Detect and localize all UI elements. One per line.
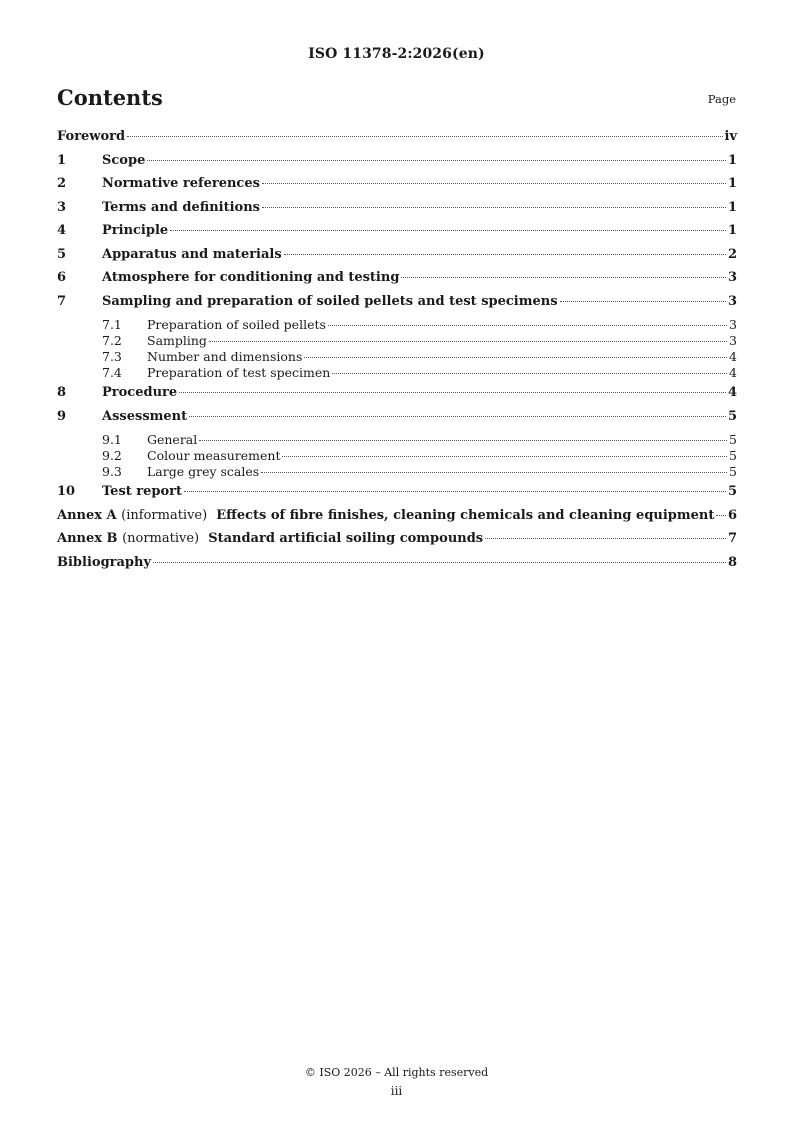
toc-entry-annex-a[interactable] bbox=[57, 508, 737, 532]
toc-entry-label: Large grey scales bbox=[147, 464, 260, 479]
dot-leader bbox=[147, 160, 726, 161]
toc-entry-label: Sampling bbox=[147, 333, 207, 348]
dot-leader bbox=[262, 207, 726, 208]
page-title: Contents bbox=[57, 85, 163, 110]
toc-entry-label: Colour measurement bbox=[147, 448, 281, 463]
dot-leader bbox=[262, 183, 726, 184]
dot-leader bbox=[401, 277, 726, 278]
toc-entry-number: 8 bbox=[57, 385, 67, 400]
toc-entry-number: 9 bbox=[57, 408, 67, 424]
toc-entry-clause-6[interactable] bbox=[57, 270, 737, 294]
toc-entry-number: 9.2 bbox=[102, 448, 122, 463]
toc-entry-clause-3[interactable] bbox=[57, 200, 737, 224]
toc-entry-page: 3 bbox=[727, 270, 737, 285]
toc-subentry-7-3[interactable] bbox=[57, 349, 737, 365]
toc-entry-clause-10[interactable] bbox=[57, 484, 737, 508]
dot-leader bbox=[332, 373, 727, 374]
toc-entry-number: 5 bbox=[57, 246, 67, 262]
toc-entry-page: 1 bbox=[727, 199, 737, 215]
toc-entry-clause-2[interactable] bbox=[57, 176, 737, 200]
toc-entry-label: Assessment bbox=[102, 408, 188, 424]
toc-entry-clause-1[interactable] bbox=[57, 153, 737, 177]
dot-leader bbox=[199, 440, 727, 441]
toc-entry-clause-5[interactable] bbox=[57, 247, 737, 271]
toc-entry-page: 5 bbox=[729, 432, 737, 447]
toc-entry-clause-7[interactable] bbox=[57, 294, 737, 318]
dot-leader bbox=[184, 491, 726, 492]
toc-entry-number: 7.1 bbox=[102, 317, 122, 332]
dot-leader bbox=[261, 472, 727, 473]
toc-entry-label: Standard artificial soiling compounds bbox=[208, 531, 484, 546]
dot-leader bbox=[282, 456, 727, 457]
toc-subentry-9-2[interactable] bbox=[57, 448, 737, 464]
toc-entry-clause-8[interactable] bbox=[57, 385, 737, 409]
toc-entry-page: 6 bbox=[727, 507, 737, 523]
toc-entry-label: Test report bbox=[102, 484, 183, 499]
toc-annex-type: (normative) bbox=[122, 531, 200, 546]
toc-annex-prefix: Annex B bbox=[57, 531, 118, 546]
toc-entry-page: 5 bbox=[727, 484, 737, 499]
copyright-footer: © ISO 2026 – All rights reserved bbox=[304, 1066, 489, 1079]
toc-entry-page: 1 bbox=[727, 176, 737, 191]
toc-entry-number: 9.3 bbox=[102, 464, 122, 479]
toc-entry-label: Preparation of test specimen bbox=[147, 365, 331, 380]
toc-subentry-9-1[interactable] bbox=[57, 432, 737, 448]
toc-entry-label: Atmosphere for conditioning and testing bbox=[102, 270, 400, 285]
dot-leader bbox=[209, 341, 727, 342]
dot-leader bbox=[179, 392, 726, 393]
toc-entry-page: iv bbox=[724, 129, 737, 144]
dot-leader bbox=[127, 136, 722, 137]
dot-leader bbox=[485, 538, 726, 539]
toc-subentry-7-1[interactable] bbox=[57, 317, 737, 333]
page-number: iii bbox=[390, 1084, 403, 1098]
toc-subentry-9-3[interactable] bbox=[57, 464, 737, 480]
dot-leader bbox=[170, 230, 726, 231]
toc-entry-number: 4 bbox=[57, 223, 67, 238]
toc-entry-label: Scope bbox=[102, 152, 146, 168]
toc-entry-label: General bbox=[147, 432, 198, 447]
toc-entry-label: Apparatus and materials bbox=[102, 246, 282, 262]
toc-annex-prefix: Annex A bbox=[57, 507, 117, 523]
dot-leader bbox=[716, 515, 726, 516]
dot-leader bbox=[304, 357, 727, 358]
toc-entry-number: 2 bbox=[57, 176, 67, 191]
toc-entry-foreword[interactable] bbox=[57, 129, 737, 153]
toc-entry-label: Effects of fibre finishes, cleaning chemicals and cleaning equipment bbox=[216, 507, 715, 523]
toc-entry-page: 5 bbox=[729, 464, 737, 479]
dot-leader bbox=[328, 325, 727, 326]
toc-entry-label: Terms and definitions bbox=[102, 199, 260, 215]
toc-entry-number: 1 bbox=[57, 152, 67, 168]
toc-entry-page: 3 bbox=[729, 317, 737, 332]
toc-entry-clause-4[interactable] bbox=[57, 223, 737, 247]
toc-entry-page: 2 bbox=[727, 246, 737, 262]
dot-leader bbox=[560, 301, 726, 302]
toc-entry-number: 3 bbox=[57, 199, 67, 215]
toc-entry-page: 4 bbox=[729, 365, 737, 380]
toc-entry-page: 1 bbox=[727, 223, 737, 238]
toc-entry-label: Procedure bbox=[102, 385, 178, 400]
toc-entry-number: 7.3 bbox=[102, 349, 122, 364]
toc-entry-label: Bibliography bbox=[57, 554, 152, 570]
dot-leader bbox=[189, 416, 726, 417]
toc-entry-page: 4 bbox=[729, 349, 737, 364]
toc-entry-page: 4 bbox=[727, 385, 737, 400]
toc-entry-page: 1 bbox=[727, 152, 737, 168]
toc-entry-clause-9[interactable] bbox=[57, 409, 737, 433]
toc-entry-page: 3 bbox=[727, 293, 737, 309]
toc-entry-page: 8 bbox=[727, 554, 737, 570]
toc-entry-annex-b[interactable] bbox=[57, 531, 737, 555]
page-column-label: Page bbox=[707, 92, 736, 106]
toc-subentry-7-2[interactable] bbox=[57, 333, 737, 349]
dot-leader bbox=[153, 562, 726, 563]
toc-entry-number: 7.4 bbox=[102, 365, 122, 380]
toc-entry-label: Normative references bbox=[102, 176, 260, 191]
toc-entry-number: 10 bbox=[57, 484, 76, 499]
toc-entry-page: 5 bbox=[729, 448, 737, 463]
toc-entry-number: 9.1 bbox=[102, 432, 122, 447]
toc-entry-page: 5 bbox=[727, 408, 737, 424]
toc-subentry-7-4[interactable] bbox=[57, 365, 737, 381]
toc-entry-label: Sampling and preparation of soiled pellets and test specimens bbox=[102, 293, 558, 309]
toc-entry-number: 7.2 bbox=[102, 333, 122, 348]
toc-entry-label: Principle bbox=[102, 223, 169, 238]
table-of-contents bbox=[57, 129, 737, 578]
toc-entry-page: 3 bbox=[729, 333, 737, 348]
dot-leader bbox=[284, 254, 726, 255]
toc-entry-label: Foreword bbox=[57, 129, 126, 144]
toc-annex-type: (informative) bbox=[121, 507, 208, 523]
toc-entry-number: 6 bbox=[57, 270, 67, 285]
toc-entry-label: Number and dimensions bbox=[147, 349, 303, 364]
toc-entry-page: 7 bbox=[727, 531, 737, 546]
toc-entry-number: 7 bbox=[57, 293, 67, 309]
toc-entry-bibliography[interactable] bbox=[57, 555, 737, 579]
toc-entry-label: Preparation of soiled pellets bbox=[147, 317, 326, 332]
document-id-header: ISO 11378-2:2026(en) bbox=[308, 46, 485, 62]
